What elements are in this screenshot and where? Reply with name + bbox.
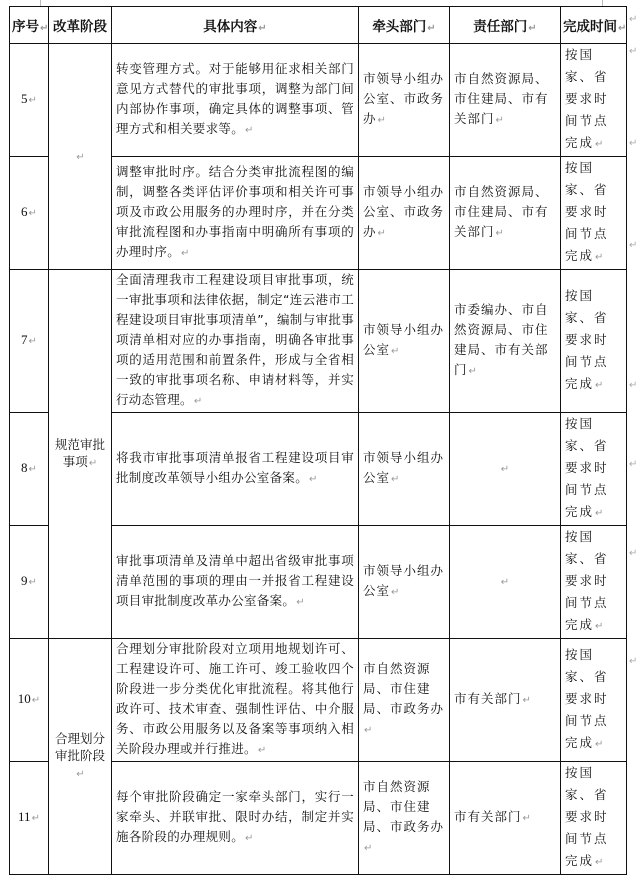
row-content: 将我市审批事项清单报省工程建设项目审批制度改革领导小组办公室备案。↵ xyxy=(112,413,359,526)
row-deadline: 按国家、省要求时间节点完成↵ xyxy=(561,413,627,526)
header-deadline: 完成时间↵ xyxy=(561,7,627,44)
table-header-row xyxy=(10,7,627,44)
row-seq: 11↵ xyxy=(10,762,49,875)
row-deadline: 按国家、省要求时间节点完成↵ xyxy=(561,157,627,270)
row-lead-dept: 市领导小组办公室↵ xyxy=(359,526,450,639)
header-seq: 序号↵ xyxy=(10,7,49,44)
row-content: 每个审批阶段确定一家牵头部门，实行一家牵头、并联审批、限时办结，制定并实施各阶段的办理规则。↵ xyxy=(112,762,359,875)
row-seq: 7↵ xyxy=(10,270,49,413)
row-end-mark: ↵ xyxy=(629,656,638,667)
header-resp-dept: 责任部门↵ xyxy=(450,7,561,44)
row-lead-dept: 市领导小组办公室↵ xyxy=(359,413,450,526)
table-row xyxy=(10,639,627,762)
header-lead-dept: 牵头部门↵ xyxy=(359,7,450,44)
row-end-mark: ↵ xyxy=(629,459,638,470)
row-deadline: 按国家、省要求时间节点完成↵ xyxy=(561,270,627,413)
row-end-mark: ↵ xyxy=(629,14,638,25)
row-end-mark: ↵ xyxy=(629,380,638,391)
row-resp-dept: 市有关部门↵ xyxy=(450,762,561,875)
row-resp-dept: 市有关部门↵ xyxy=(450,639,561,762)
row-end-mark: ↵ xyxy=(629,46,638,57)
row-seq: 10↵ xyxy=(10,639,49,762)
stage-cell-group3: 合理划分审批阶段↵ xyxy=(49,639,112,875)
row-lead-dept: 市领导小组办公室、市政务办↵ xyxy=(359,157,450,270)
row-resp-dept: 市委编办、市自然资源局、市住建局、市有关部门↵ xyxy=(450,270,561,413)
reform-task-table xyxy=(9,6,627,875)
row-lead-dept: 市自然资源局、市住建局、市政务办↵ xyxy=(359,639,450,762)
stage-cell-group2: 规范审批事项↵ xyxy=(49,270,112,639)
row-resp-dept: 市自然资源局、市住建局、市有关部门↵ xyxy=(450,157,561,270)
row-content: 合理划分审批阶段对立项用地规划许可、工程建设许可、施工许可、竣工验收四个阶段进一步分类优化审批流程。将其他行政许可、技术审查、强制性评估、中介服务、市政公用服务以及备案等事项纳入相关阶段办理或并行推进。↵ xyxy=(112,639,359,762)
stage-cell-group1: ↵ xyxy=(49,44,112,270)
row-deadline: 按国家、省要求时间节点完成↵ xyxy=(561,639,627,762)
row-seq: 5↵ xyxy=(10,44,49,157)
row-seq: 6↵ xyxy=(10,157,49,270)
row-deadline: 按国家、省要求时间节点完成↵ xyxy=(561,526,627,639)
row-content: 审批事项清单及清单中超出省级审批事项清单范围的事项的理由一并报省工程建设项目审批制度改革办公室备案。↵ xyxy=(112,526,359,639)
row-deadline: 按国家、省要求时间节点完成↵ xyxy=(561,44,627,157)
row-end-mark: ↵ xyxy=(629,548,638,559)
row-resp-dept: ↵ xyxy=(450,526,561,639)
row-resp-dept: 市自然资源局、市住建局、市有关部门↵ xyxy=(450,44,561,157)
table-row xyxy=(10,270,627,413)
header-stage: 改革阶段 xyxy=(49,7,112,44)
row-end-mark: ↵ xyxy=(629,138,638,149)
row-deadline: 按国家、省要求时间节点完成↵ xyxy=(561,762,627,875)
row-content: 调整审批时序。结合分类审批流程图的编制，调整各类评估评价事项和相关许可事项及市政公用服务的办理时序，并在分类审批流程图和办事指南中明确所有事项的办理时序。↵ xyxy=(112,157,359,270)
row-seq: 9↵ xyxy=(10,526,49,639)
row-content: 全面清理我市工程建设项目审批事项，统一审批事项和法律依据，制定“连云港市工程建设项目审批事项清单”，编制与审批事项清单相对应的办事指南，明确各审批事项的适用范围和前置条件，形成与全省相一致的审批事项名称、申请材料等，并实行动态管理。↵ xyxy=(112,270,359,413)
row-content: 转变管理方式。对于能够用征求相关部门意见方式替代的审批事项，调整为部门间内部协作事项，确定具体的调整事项、管理方式和相关要求等。↵ xyxy=(112,44,359,157)
row-seq: 8↵ xyxy=(10,413,49,526)
row-lead-dept: 市自然资源局、市住建局、市政务办↵ xyxy=(359,762,450,875)
row-resp-dept: ↵ xyxy=(450,413,561,526)
row-end-mark: ↵ xyxy=(629,240,638,251)
row-lead-dept: 市领导小组办公室、市政务办↵ xyxy=(359,44,450,157)
row-lead-dept: 市领导小组办公室↵ xyxy=(359,270,450,413)
table-row xyxy=(10,44,627,157)
header-content: 具体内容↵ xyxy=(112,7,359,44)
